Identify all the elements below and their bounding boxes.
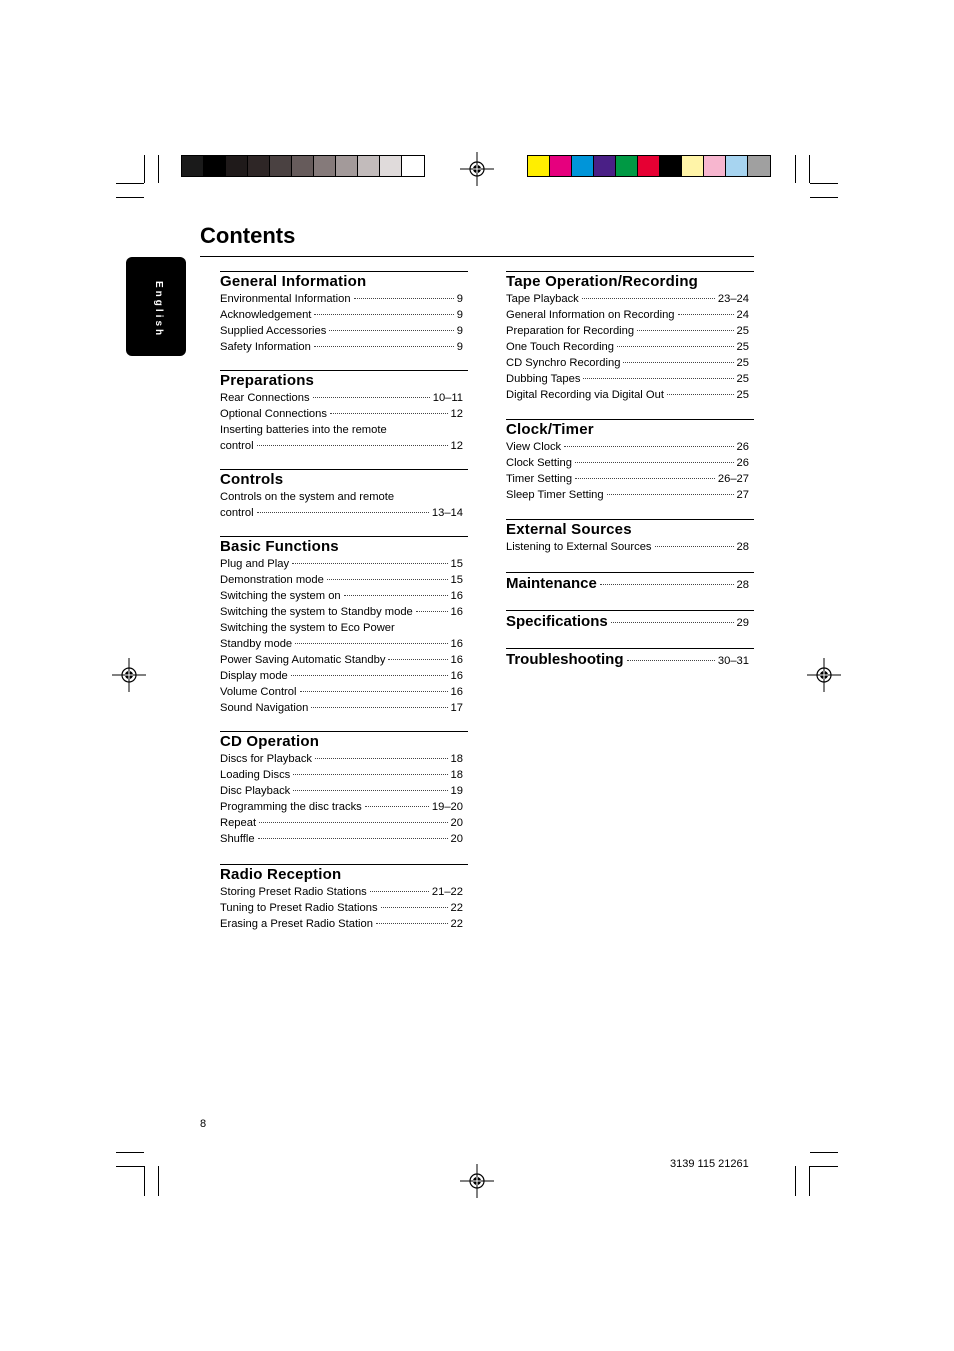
dot-leader [293, 790, 447, 791]
toc-entry-label: Environmental Information [220, 293, 351, 305]
toc-entry-label: Switching the system to Standby mode [220, 606, 413, 618]
toc-entry[interactable] [220, 751, 468, 767]
toc-entry[interactable] [220, 307, 468, 323]
toc-entry-page: 15 [450, 558, 463, 570]
color-swatch [226, 156, 248, 176]
toc-entry[interactable] [220, 291, 468, 307]
toc-entry-page: 16 [450, 670, 463, 682]
toc-entry-label: Shuffle [220, 833, 255, 845]
toc-entry-label: control [220, 507, 254, 519]
dot-leader [611, 622, 734, 623]
toc-entry[interactable] [220, 684, 468, 700]
toc-entry-label: CD Synchro Recording [506, 357, 621, 369]
toc-section [220, 731, 468, 847]
toc-entry-label: Disc Playback [220, 785, 291, 797]
toc-section [220, 469, 468, 521]
toc-entry-label: Sleep Timer Setting [506, 489, 604, 501]
language-tab-label: English [153, 281, 164, 339]
toc-entry-page: 25 [736, 325, 749, 337]
dot-leader [600, 584, 734, 585]
toc-entry-page: 18 [450, 769, 463, 781]
color-swatch [204, 156, 226, 176]
dot-leader [582, 298, 715, 299]
color-swatch [182, 156, 204, 176]
dot-leader [678, 314, 734, 315]
color-swatch [704, 156, 726, 176]
toc-entry-label: One Touch Recording [506, 341, 615, 353]
toc-entry[interactable] [220, 406, 468, 422]
dot-leader [617, 346, 734, 347]
dot-leader [667, 394, 734, 395]
crosshair-target-icon [112, 658, 146, 692]
toc-entry-page: 25 [736, 341, 749, 353]
toc-entry[interactable] [220, 489, 468, 505]
toc-entry[interactable] [220, 323, 468, 339]
color-swatch [358, 156, 380, 176]
toc-entry-label: Plug and Play [220, 558, 290, 570]
toc-entry-label: Switching the system to Eco Power [220, 622, 395, 634]
toc-entry-label: Tuning to Preset Radio Stations [220, 902, 378, 914]
toc-entry[interactable] [506, 339, 754, 355]
toc-entry-label: View Clock [506, 441, 562, 453]
dot-leader [293, 774, 447, 775]
toc-section-title: Troubleshooting [506, 651, 624, 668]
dot-leader [257, 512, 429, 513]
toc-section [220, 536, 468, 716]
document-code: 3139 115 21261 [670, 1158, 749, 1170]
toc-entry-page: 19 [450, 785, 463, 797]
crosshair-target-icon [460, 152, 494, 186]
toc-entry-label: Power Saving Automatic Standby [220, 654, 386, 666]
language-tab [126, 257, 186, 356]
toc-entry[interactable] [506, 649, 754, 671]
dot-leader [388, 659, 447, 660]
toc-entry[interactable] [220, 668, 468, 684]
toc-entry-page: 16 [450, 654, 463, 666]
dot-leader [330, 413, 448, 414]
toc-section-title: Maintenance [506, 575, 597, 592]
toc-entry-label: Dubbing Tapes [506, 373, 581, 385]
dot-leader [295, 643, 447, 644]
toc-entry[interactable] [220, 799, 468, 815]
dot-leader [314, 346, 454, 347]
toc-entry[interactable] [220, 505, 468, 521]
toc-entry-label: Optional Connections [220, 408, 327, 420]
toc-entry[interactable] [220, 422, 468, 438]
dot-leader [292, 563, 448, 564]
toc-entry-page: 16 [450, 638, 463, 650]
dot-leader [354, 298, 454, 299]
toc-entry-page: 25 [736, 357, 749, 369]
toc-entry-page: 16 [450, 686, 463, 698]
toc-entry-page: 25 [736, 373, 749, 385]
color-swatch [616, 156, 638, 176]
toc-entry-page: 9 [456, 341, 463, 353]
grayscale-calibration-bar [181, 155, 425, 177]
dot-leader [259, 822, 447, 823]
toc-section [506, 572, 754, 595]
toc-entry[interactable] [220, 339, 468, 355]
crosshair-target-icon [807, 658, 841, 692]
toc-entry-label: Repeat [220, 817, 257, 829]
dot-leader [607, 494, 734, 495]
toc-entry[interactable] [220, 700, 468, 716]
toc-entry-page: 9 [456, 325, 463, 337]
toc-entry-page: 10–11 [432, 392, 463, 404]
toc-entry-page: 22 [450, 902, 463, 914]
color-swatch [572, 156, 594, 176]
color-swatch [726, 156, 748, 176]
toc-entry[interactable] [506, 307, 754, 323]
toc-entry[interactable] [220, 783, 468, 799]
toc-entry-page: 21–22 [431, 886, 463, 898]
dot-leader [416, 611, 448, 612]
toc-entry[interactable] [506, 439, 754, 455]
dot-leader [327, 579, 448, 580]
toc-entry-label: Display mode [220, 670, 288, 682]
toc-entry-label: Clock Setting [506, 457, 572, 469]
title-divider [200, 256, 754, 257]
toc-entry-page: 9 [456, 309, 463, 321]
toc-entry[interactable] [220, 900, 468, 916]
toc-entry-page: 13–14 [431, 507, 463, 519]
toc-section [506, 419, 754, 503]
dot-leader [370, 891, 429, 892]
toc-entry-label: Sound Navigation [220, 702, 309, 714]
toc-section-title: External Sources [506, 521, 632, 538]
toc-entry-page: 20 [450, 817, 463, 829]
toc-entry[interactable] [506, 323, 754, 339]
dot-leader [311, 707, 447, 708]
dot-leader [655, 546, 734, 547]
dot-leader [314, 314, 453, 315]
toc-section [220, 271, 468, 355]
toc-entry-page: 12 [450, 408, 463, 420]
toc-entry-label: Loading Discs [220, 769, 291, 781]
toc-entry-label: Inserting batteries into the remote [220, 424, 387, 436]
toc-entry-label: Rear Connections [220, 392, 310, 404]
toc-section-title: General Information [220, 273, 367, 290]
toc-entry-label: Digital Recording via Digital Out [506, 389, 664, 401]
toc-entry-label: Storing Preset Radio Stations [220, 886, 367, 898]
toc-entry-label: Programming the disc tracks [220, 801, 362, 813]
toc-section [506, 648, 754, 671]
toc-section [506, 519, 754, 555]
toc-section [220, 864, 468, 932]
color-swatch [528, 156, 550, 176]
toc-entry-page: 25 [736, 389, 749, 401]
toc-entry[interactable] [506, 611, 754, 633]
page-number: 8 [200, 1118, 207, 1130]
toc-section-title: Specifications [506, 613, 608, 630]
toc-entry[interactable] [220, 588, 468, 604]
toc-entry[interactable] [220, 604, 468, 620]
color-swatch [270, 156, 292, 176]
toc-entry[interactable] [506, 471, 754, 487]
toc-entry-label: General Information on Recording [506, 309, 675, 321]
dot-leader [637, 330, 733, 331]
toc-entry-page: 16 [450, 606, 463, 618]
dot-leader [564, 446, 733, 447]
toc-section-title: CD Operation [220, 733, 320, 750]
toc-entry[interactable] [506, 355, 754, 371]
toc-entry[interactable] [220, 438, 468, 454]
toc-entry-page: 30–31 [717, 655, 749, 667]
toc-section [220, 370, 468, 454]
toc-entry-label: Supplied Accessories [220, 325, 327, 337]
toc-entry-label: Tape Playback [506, 293, 579, 305]
toc-entry-page: 26 [736, 441, 749, 453]
toc-entry-page: 22 [450, 918, 463, 930]
toc-entry-page: 27 [736, 489, 749, 501]
toc-entry[interactable] [220, 916, 468, 932]
toc-entry[interactable] [506, 539, 754, 555]
page-title: Contents [200, 223, 296, 248]
toc-section-title: Preparations [220, 372, 315, 389]
toc-entry-page: 26 [736, 457, 749, 469]
toc-section-title: Clock/Timer [506, 421, 594, 438]
toc-entry-page: 24 [736, 309, 749, 321]
toc-entry[interactable] [220, 390, 468, 406]
dot-leader [583, 378, 733, 379]
toc-section-title: Controls [220, 471, 284, 488]
dot-leader [313, 397, 430, 398]
toc-entry-page: 12 [450, 440, 463, 452]
toc-entry-page: 20 [450, 833, 463, 845]
toc-entry-label: Standby mode [220, 638, 293, 650]
toc-entry-page: 23–24 [717, 293, 749, 305]
dot-leader [344, 595, 448, 596]
toc-entry-label: Switching the system on [220, 590, 341, 602]
color-swatch [314, 156, 336, 176]
toc-section-title: Tape Operation/Recording [506, 273, 699, 290]
dot-leader [291, 675, 448, 676]
color-swatch [638, 156, 660, 176]
color-swatch [380, 156, 402, 176]
dot-leader [575, 478, 715, 479]
dot-leader [623, 362, 733, 363]
toc-entry-page: 26–27 [717, 473, 749, 485]
dot-leader [315, 758, 448, 759]
toc-entry-page: 28 [736, 579, 749, 591]
dot-leader [329, 330, 453, 331]
toc-section-title: Radio Reception [220, 866, 342, 883]
toc-entry-page: 17 [450, 702, 463, 714]
color-swatch [660, 156, 682, 176]
dot-leader [365, 806, 429, 807]
dot-leader [300, 691, 448, 692]
toc-entry-page: 29 [736, 617, 749, 629]
toc-section [506, 271, 754, 403]
contents-right-column [506, 271, 754, 671]
dot-leader [575, 462, 734, 463]
dot-leader [376, 923, 448, 924]
color-swatch [594, 156, 616, 176]
color-calibration-bar [527, 155, 771, 177]
color-swatch [292, 156, 314, 176]
toc-entry[interactable] [506, 455, 754, 471]
color-swatch [682, 156, 704, 176]
dot-leader [258, 838, 448, 839]
toc-entry[interactable] [506, 291, 754, 307]
color-swatch [336, 156, 358, 176]
toc-entry-label: Safety Information [220, 341, 311, 353]
color-swatch [550, 156, 572, 176]
toc-entry-page: 16 [450, 590, 463, 602]
toc-entry[interactable] [220, 831, 468, 847]
toc-entry-page: 18 [450, 753, 463, 765]
toc-entry[interactable] [506, 573, 754, 595]
toc-entry-label: Acknowledgement [220, 309, 312, 321]
toc-entry[interactable] [220, 620, 468, 636]
toc-entry-page: 19–20 [431, 801, 463, 813]
toc-entry-label: Discs for Playback [220, 753, 313, 765]
toc-entry[interactable] [220, 884, 468, 900]
toc-entry-label: Listening to External Sources [506, 541, 652, 553]
contents-left-column [220, 271, 468, 932]
toc-entry[interactable] [220, 767, 468, 783]
dot-leader [381, 907, 448, 908]
toc-entry[interactable] [220, 815, 468, 831]
toc-entry-label: Timer Setting [506, 473, 573, 485]
toc-entry-label: Controls on the system and remote [220, 491, 395, 503]
dot-leader [257, 445, 448, 446]
color-swatch [402, 156, 424, 176]
toc-entry[interactable] [506, 387, 754, 403]
toc-entry-label: Demonstration mode [220, 574, 324, 586]
toc-entry-page: 9 [456, 293, 463, 305]
dot-leader [627, 660, 715, 661]
color-swatch [248, 156, 270, 176]
toc-entry-label: control [220, 440, 254, 452]
toc-entry[interactable] [220, 636, 468, 652]
toc-entry[interactable] [506, 487, 754, 503]
toc-entry-label: Preparation for Recording [506, 325, 635, 337]
color-swatch [748, 156, 770, 176]
crosshair-target-icon [460, 1164, 494, 1198]
toc-entry-label: Erasing a Preset Radio Station [220, 918, 373, 930]
toc-section-title: Basic Functions [220, 538, 339, 555]
toc-entry-page: 28 [736, 541, 749, 553]
toc-entry[interactable] [220, 652, 468, 668]
toc-entry-page: 15 [450, 574, 463, 586]
toc-entry-label: Volume Control [220, 686, 297, 698]
toc-entry[interactable] [506, 371, 754, 387]
toc-entry[interactable] [220, 572, 468, 588]
toc-entry[interactable] [220, 556, 468, 572]
toc-section [506, 610, 754, 633]
